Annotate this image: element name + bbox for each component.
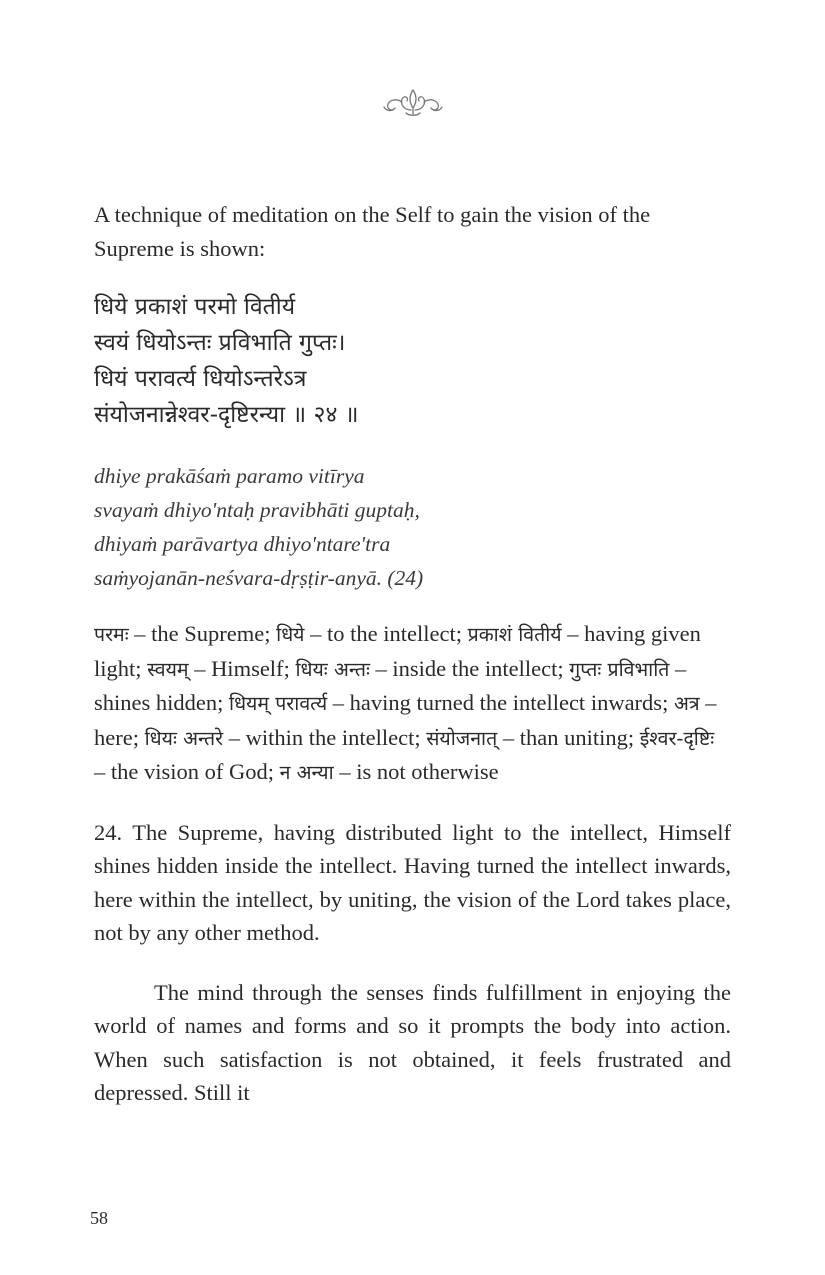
glossary-term: प्रकाशं वितीर्य xyxy=(467,623,562,646)
glossary-term: न अन्या xyxy=(279,761,334,784)
glossary-meaning: within the intellect xyxy=(245,724,415,750)
floral-ornament-icon xyxy=(382,86,444,118)
verse-line: धियं परावर्त्य धियोऽन्तरेऽत्र xyxy=(94,366,307,392)
glossary-meaning: than uniting xyxy=(519,724,628,750)
glossary-term: अत्र xyxy=(673,692,700,715)
transliteration-line: svayaṁ dhiyo'ntaḥ pravibhāti guptaḥ, xyxy=(94,498,420,522)
glossary-meaning: having turned the intellect inwards xyxy=(349,690,663,715)
glossary-term: गुप्तः प्रविभाति xyxy=(569,657,670,681)
glossary-term: धिये xyxy=(276,623,305,646)
glossary-meaning: to the intellect xyxy=(327,621,456,646)
transliteration-line: saṁyojanān-neśvara-dṛṣṭir-anyā. (24) xyxy=(94,566,424,590)
commentary-paragraph: The mind through the senses finds fulfillment in enjoying the world of names and forms and so it prompts the body into action. When such satisfaction is not obtained, it feels frustrated and depressed. Still it xyxy=(94,979,731,1105)
glossary-term: परमः xyxy=(94,623,129,646)
glossary-meaning: the vision of God xyxy=(110,759,268,784)
glossary-meaning: Himself xyxy=(211,655,284,681)
glossary-term: धियः अन्तः xyxy=(295,657,370,681)
glossary-term: धियम् परावर्त्य xyxy=(229,692,328,715)
verse-line: स्वयं धियोऽन्तः प्रविभाति गुप्तः। xyxy=(94,330,346,356)
verse-devanagari xyxy=(94,289,731,433)
glossary-term: धियः अन्तरे xyxy=(144,726,224,750)
transliteration-line: dhiyaṁ parāvartya dhiyo'ntare'tra xyxy=(94,532,391,556)
glossary-meaning: the Supreme xyxy=(151,621,265,646)
glossary-term: स्वयम् xyxy=(147,657,189,681)
page-content xyxy=(94,198,731,1110)
glossary-term: संयोजनात् xyxy=(426,726,498,750)
glossary-meaning: inside the intellect xyxy=(392,655,558,681)
verse-line: संयोजनान्नेश्वर-दृष्टिरन्या ॥ २४ ॥ xyxy=(94,402,359,428)
verse-translation: 24. The Supreme, having distributed light to the intellect, Himself shines hidden inside the intellect. Having turned the intellect inwards, here within the intellect, by uniting, the vision of the Lord takes place, not by any other method. xyxy=(94,819,731,945)
glossary-meaning: is not otherwise xyxy=(356,759,499,784)
verse-line: धिये प्रकाशं परमो वितीर्य xyxy=(94,294,296,320)
glossary-meaning: here xyxy=(94,724,133,750)
glossary-term: ईश्वर-दृष्टिः xyxy=(639,726,715,750)
verse-transliteration xyxy=(94,459,731,595)
glossary-meaning: having given light xyxy=(94,621,701,681)
word-glossary: परमः – the Supreme; धिये – to the intellect; प्रकाशं वितीर्य – having given light; स्वयम् – Himself; धियः अन्तः – inside the intellect; गुप्तः प्रविभाति – shines hidden; धियम् परावर्त्य – having turned the intellect inwards; अत्र – here; धियः अन्तरे – within the intellect; संयोजनात् – than uniting; ईश्वर-दृष्टिः – the vision of God; न अन्या – is not otherwise xyxy=(94,621,717,784)
intro-paragraph: A technique of meditation on the Self to gain the vision of the Supreme is shown: xyxy=(94,202,651,261)
page-number: 58 xyxy=(90,1208,108,1228)
glossary-meaning: shines hidden xyxy=(94,690,218,715)
transliteration-line: dhiye prakāśaṁ paramo vitīrya xyxy=(94,464,365,488)
